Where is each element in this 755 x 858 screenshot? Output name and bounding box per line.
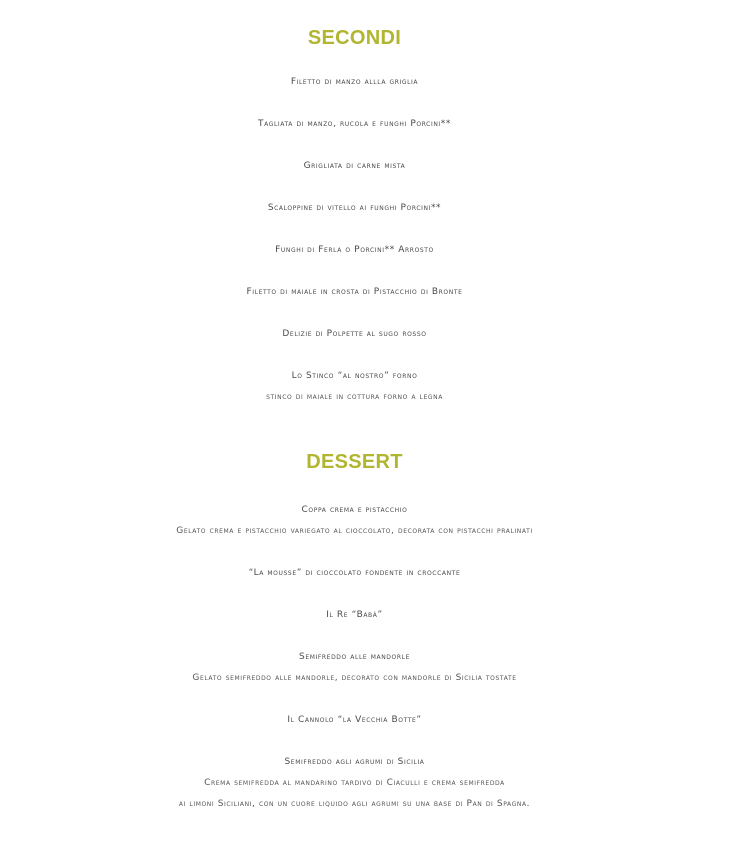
section-title-secondi: SECONDI bbox=[307, 27, 402, 49]
menu-item-name: Il Cannolo “la Vecchia Botte” bbox=[287, 715, 422, 725]
menu-item-description: Gelato crema e pistacchio variegato al cioccolato, decorata con pistacchi pralinati bbox=[176, 526, 533, 536]
menu-item-name: Filetto di maiale in crosta di Pistacchio di Bronte bbox=[246, 287, 463, 297]
menu-item-name: Coppa crema e pistacchio bbox=[301, 505, 408, 515]
menu-item-description: stinco di maiale in cottura forno a legna bbox=[266, 392, 443, 402]
menu-item-name: “La mousse” di cioccolato fondente in croccante bbox=[248, 568, 461, 578]
menu-item-name: Funghi di Ferla o Porcini** Arrosto bbox=[275, 245, 434, 255]
menu-item-name: Semifreddo alle mandorle bbox=[299, 652, 410, 662]
menu-item-name: Filetto di manzo allla griglia bbox=[290, 77, 419, 87]
menu-item-name: Grigliata di carne mista bbox=[303, 161, 406, 171]
menu-item-name: Il Re “Babà” bbox=[326, 610, 383, 620]
menu-item-name: Tagliata di manzo, rucola e funghi Porcini** bbox=[258, 119, 451, 129]
menu-item-description: Crema semifredda al mandarino tardivo di Ciaculli e crema semifredda bbox=[204, 778, 505, 788]
section-title-dessert: DESSERT bbox=[306, 451, 403, 473]
menu-item-name: Scaloppine di vitello ai funghi Porcini** bbox=[267, 203, 442, 213]
menu-item-name: Lo Stinco “al nostro” forno bbox=[291, 371, 418, 381]
menu-item-name: Delizie di Polpette al sugo rosso bbox=[282, 329, 427, 339]
menu-item-description: ai limoni Siciliani, con un cuore liquido agli agrumi su una base di Pan di Spagna. bbox=[178, 799, 531, 809]
menu-item-description: Gelato semifreddo alle mandorle, decorato con mandorle di Sicilia tostate bbox=[192, 673, 517, 683]
menu-item-name: Semifreddo agli agrumi di Sicilia bbox=[284, 757, 425, 767]
